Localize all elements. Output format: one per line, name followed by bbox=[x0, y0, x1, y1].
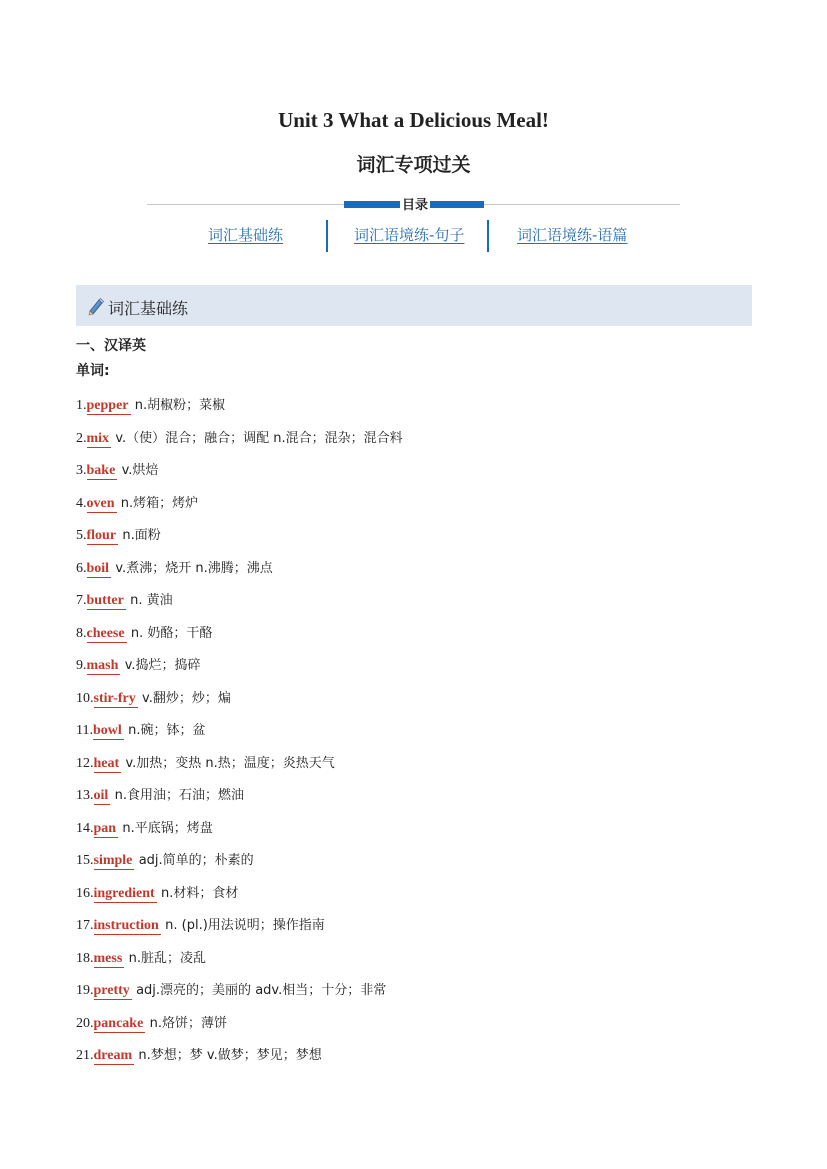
definition: v.（使）混合；融合；调配 n.混合；混杂；混合料 bbox=[115, 430, 403, 446]
toc-separator bbox=[326, 220, 328, 252]
item-number: 7. bbox=[76, 593, 87, 608]
item-number: 18. bbox=[76, 950, 94, 966]
answer-word: flour bbox=[86, 528, 117, 543]
toc-label: 目录 bbox=[400, 194, 430, 213]
toc-accent-right bbox=[430, 201, 484, 208]
definition: n. 奶酪；干酪 bbox=[130, 625, 213, 641]
definition: adj.漂亮的；美丽的 adv.相当；十分；非常 bbox=[136, 983, 387, 998]
definition: n.胡椒粉；菜椒 bbox=[134, 398, 226, 413]
item-number: 21. bbox=[76, 1048, 94, 1063]
vocab-item bbox=[76, 1042, 756, 1075]
answer-word: oil bbox=[93, 788, 109, 803]
answer-word: heat bbox=[93, 755, 120, 771]
answer-word: boil bbox=[86, 560, 110, 576]
answer-word: pan bbox=[93, 820, 117, 836]
definition: n.梦想；梦 v.做梦；梦见；梦想 bbox=[138, 1048, 322, 1063]
item-number: 3. bbox=[76, 463, 87, 478]
definition: n.烤箱；烤炉 bbox=[120, 495, 199, 511]
vocab-item bbox=[76, 490, 756, 523]
item-number: 13. bbox=[76, 788, 94, 803]
definition: v.煮沸；烧开 n.沸腾；沸点 bbox=[115, 560, 273, 576]
vocab-item bbox=[76, 685, 756, 718]
definition: n.碗；钵；盆 bbox=[128, 723, 206, 738]
definition: v.捣烂；捣碎 bbox=[124, 658, 201, 673]
definition: n.材料；食材 bbox=[161, 885, 239, 901]
definition: n. (pl.)用法说明；操作指南 bbox=[165, 918, 325, 933]
vocab-item bbox=[76, 652, 756, 685]
toc-link-basic[interactable]: 词汇基础练 bbox=[208, 226, 284, 244]
answer-word: mix bbox=[86, 430, 110, 446]
definition: v.翻炒；炒；煸 bbox=[142, 690, 231, 706]
vocab-item bbox=[76, 522, 756, 555]
vocab-item bbox=[76, 587, 756, 620]
definition: v.烘焙 bbox=[121, 463, 159, 478]
definition: n.面粉 bbox=[122, 528, 161, 543]
item-number: 10. bbox=[76, 690, 94, 706]
item-number: 16. bbox=[76, 885, 94, 901]
toc-separator bbox=[487, 220, 489, 252]
exercise-heading: 一、汉译英 bbox=[76, 338, 146, 354]
definition: n. 黄油 bbox=[130, 593, 173, 608]
item-number: 8. bbox=[76, 625, 87, 641]
definition: n.脏乱；凌乱 bbox=[128, 950, 206, 966]
answer-word: butter bbox=[86, 593, 124, 608]
item-number: 2. bbox=[76, 430, 87, 446]
answer-word: mash bbox=[86, 658, 119, 673]
definition: n.食用油；石油；燃油 bbox=[114, 788, 244, 803]
vocab-item bbox=[76, 750, 756, 783]
definition: adj.简单的；朴素的 bbox=[138, 853, 254, 868]
exercise-subheading: 单词: bbox=[76, 363, 110, 379]
vocab-item bbox=[76, 392, 756, 425]
item-number: 5. bbox=[76, 528, 87, 543]
page-title: Unit 3 What a Delicious Meal! bbox=[278, 108, 549, 132]
definition: n.平底锅；烤盘 bbox=[122, 820, 213, 836]
pencil-icon bbox=[86, 296, 106, 316]
answer-word: simple bbox=[93, 853, 133, 868]
vocab-item bbox=[76, 620, 756, 653]
item-number: 19. bbox=[76, 983, 94, 998]
toc-links bbox=[0, 220, 827, 254]
vocab-item bbox=[76, 782, 756, 815]
vocab-item bbox=[76, 717, 756, 750]
answer-word: bake bbox=[86, 463, 116, 478]
vocab-item bbox=[76, 1010, 756, 1043]
definition: n.烙饼；薄饼 bbox=[149, 1015, 227, 1031]
item-number: 17. bbox=[76, 918, 94, 933]
toc-link-sentences[interactable]: 词汇语境练-句子 bbox=[354, 226, 465, 244]
item-number: 14. bbox=[76, 820, 94, 836]
answer-word: stir-fry bbox=[93, 690, 136, 706]
answer-word: cheese bbox=[86, 625, 125, 641]
answer-word: pancake bbox=[93, 1015, 144, 1031]
answer-word: bowl bbox=[92, 723, 122, 738]
answer-word: dream bbox=[93, 1048, 133, 1063]
vocab-item bbox=[76, 912, 756, 945]
vocab-list bbox=[76, 392, 756, 1075]
answer-word: instruction bbox=[93, 918, 159, 933]
vocab-item bbox=[76, 847, 756, 880]
item-number: 20. bbox=[76, 1015, 94, 1031]
page-subtitle: 词汇专项过关 bbox=[356, 154, 471, 176]
section-title: 词汇基础练 bbox=[108, 299, 189, 318]
toc-accent-left bbox=[344, 201, 400, 208]
section-banner bbox=[76, 285, 752, 326]
vocab-item bbox=[76, 880, 756, 913]
answer-word: oven bbox=[86, 495, 115, 511]
definition: v.加热；变热 n.热；温度；炎热天气 bbox=[125, 755, 335, 771]
item-number: 6. bbox=[76, 560, 87, 576]
answer-word: mess bbox=[93, 950, 123, 966]
item-number: 12. bbox=[76, 755, 94, 771]
vocab-item bbox=[76, 977, 756, 1010]
toc-link-passage[interactable]: 词汇语境练-语篇 bbox=[517, 226, 628, 244]
answer-word: pretty bbox=[93, 983, 130, 998]
answer-word: pepper bbox=[86, 398, 129, 413]
item-number: 15. bbox=[76, 853, 94, 868]
vocab-item bbox=[76, 815, 756, 848]
answer-word: ingredient bbox=[93, 885, 155, 901]
vocab-item bbox=[76, 425, 756, 458]
vocab-item bbox=[76, 457, 756, 490]
item-number: 9. bbox=[76, 658, 87, 673]
item-number: 11. bbox=[76, 723, 93, 738]
vocab-item bbox=[76, 555, 756, 588]
vocab-item bbox=[76, 945, 756, 978]
item-number: 4. bbox=[76, 495, 87, 511]
item-number: 1. bbox=[76, 398, 87, 413]
